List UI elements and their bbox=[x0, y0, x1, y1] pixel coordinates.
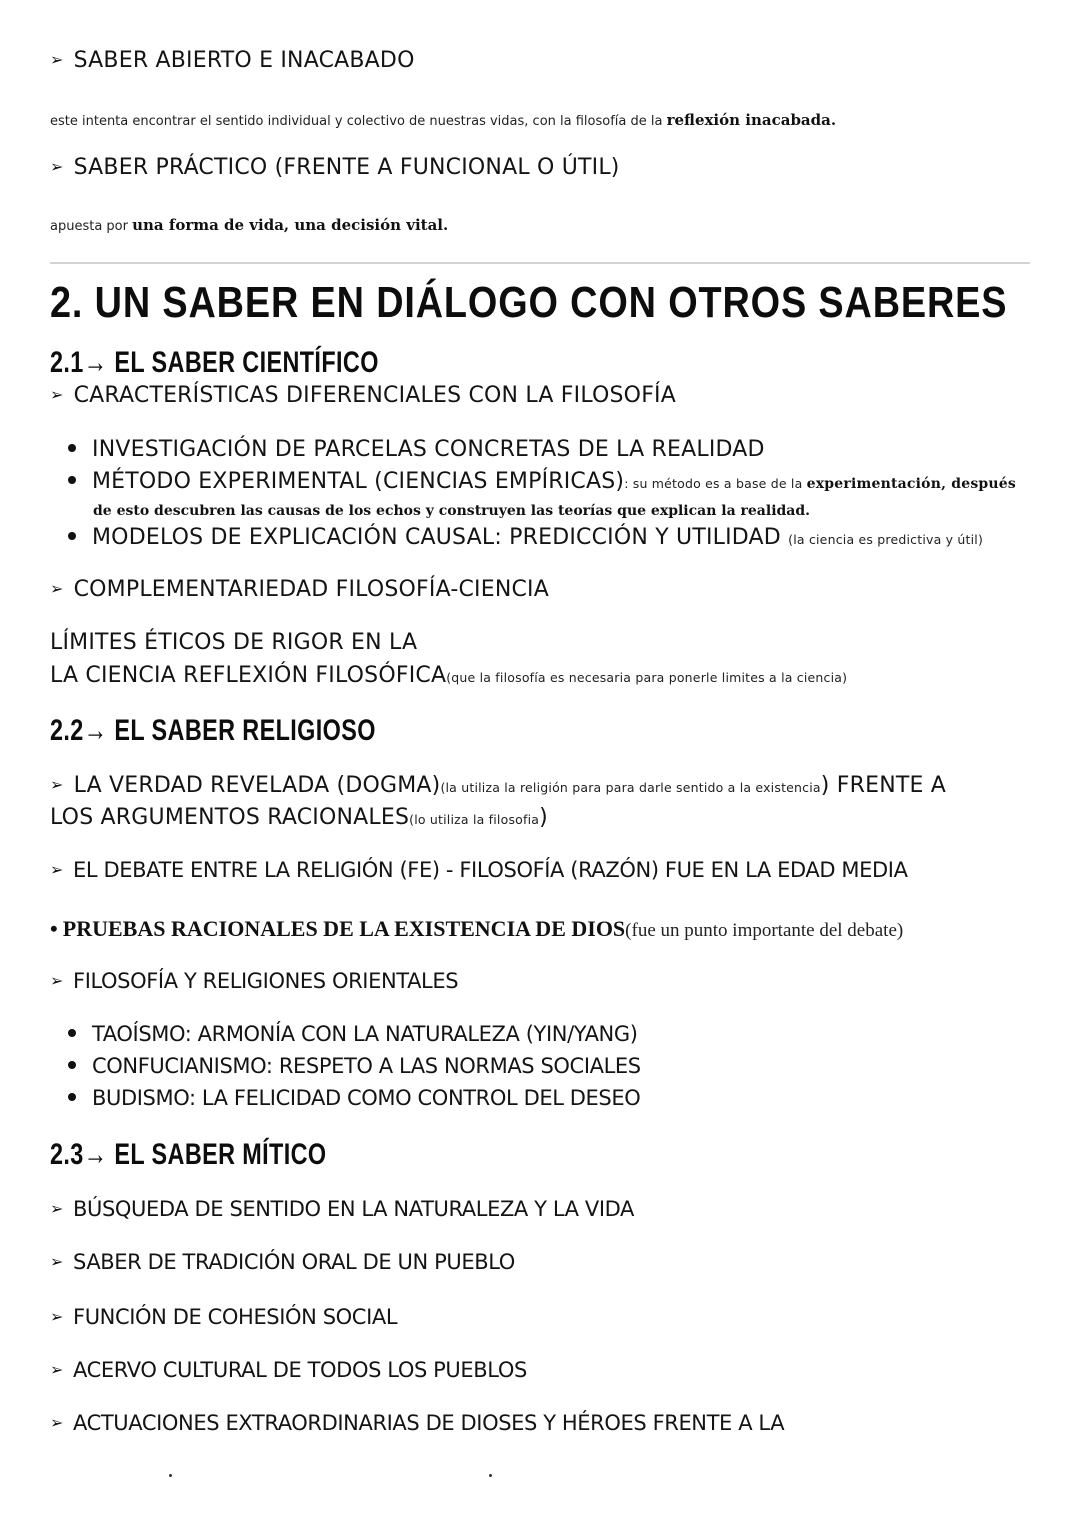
list-item-text: BUDISMO: LA FELICIDAD COMO CONTROL DEL DESEO bbox=[92, 1086, 641, 1110]
line-text: LOS ARGUMENTOS RACIONALES bbox=[50, 805, 410, 830]
list-item bbox=[50, 1305, 397, 1329]
complementarity-line-1: LÍMITES ÉTICOS DE RIGOR EN LA bbox=[50, 630, 418, 655]
list-item bbox=[50, 1197, 634, 1221]
heading-text: SABER PRÁCTICO (FRENTE A FUNCIONAL O ÚTIL) bbox=[73, 155, 620, 180]
arrow-bullet-icon: ➢ bbox=[50, 1307, 64, 1326]
heading-complementarity bbox=[50, 577, 549, 602]
proofs-note: (fue un punto importante del debate) bbox=[625, 920, 904, 941]
list-item bbox=[68, 1054, 641, 1078]
list-item-text: MÉTODO EXPERIMENTAL (CIENCIAS EMPÍRICAS) bbox=[92, 469, 625, 494]
section-title: 2. UN SABER EN DIÁLOGO CON OTROS SABERES bbox=[50, 278, 1008, 327]
heading-text: COMPLEMENTARIEDAD FILOSOFÍA-CIENCIA bbox=[73, 577, 549, 602]
proofs-line bbox=[50, 916, 903, 942]
revealed-truth-line-2 bbox=[50, 805, 548, 830]
list-item bbox=[68, 525, 983, 550]
arrow-bullet-icon: ➢ bbox=[50, 50, 64, 69]
list-item-note: : su método es a base de la bbox=[624, 476, 807, 491]
heading-text: CARACTERÍSTICAS DIFERENCIALES CON LA FILOSOFÍA bbox=[73, 383, 676, 408]
list-item-text: TAOÍSMO: ARMONÍA CON LA NATURALEZA (YIN/YANG) bbox=[92, 1022, 638, 1046]
heading-text: FILOSOFÍA Y RELIGIONES ORIENTALES bbox=[73, 969, 459, 993]
heading-characteristics bbox=[50, 383, 676, 408]
line-text: ) bbox=[539, 805, 548, 830]
bullet-dot-icon bbox=[68, 1029, 76, 1037]
arrow-bullet-icon: ➢ bbox=[50, 775, 64, 794]
list-item-text: BÚSQUEDA DE SENTIDO EN LA NATURALEZA Y LA VIDA bbox=[73, 1197, 635, 1221]
list-item bbox=[68, 469, 1016, 494]
list-item bbox=[50, 1411, 784, 1435]
list-item bbox=[50, 1358, 527, 1382]
list-item-text: ACERVO CULTURAL DE TODOS LOS PUEBLOS bbox=[73, 1358, 527, 1382]
list-item-note: (la ciencia es predictiva y útil) bbox=[788, 532, 984, 547]
heading-eastern bbox=[50, 969, 458, 993]
line-note: (la utiliza la religión para para darle sentido a la existencia bbox=[440, 780, 821, 795]
paragraph-text: este intenta encontrar el sentido individual y colectivo de nuestras vidas, con la filosofía de la bbox=[50, 114, 667, 129]
emphasis-text: una forma de vida, una decisión vital. bbox=[132, 216, 449, 234]
arrow-bullet-icon: ➢ bbox=[50, 1360, 64, 1379]
stray-dot bbox=[169, 1474, 172, 1477]
heading-debate bbox=[50, 858, 908, 882]
arrow-bullet-icon: ➢ bbox=[50, 1252, 64, 1271]
stray-dot bbox=[489, 1474, 492, 1477]
heading-text: SABER ABIERTO E INACABADO bbox=[73, 48, 415, 73]
line-note: (que la filosofía es necesaria para ponerle limites a la ciencia) bbox=[446, 670, 848, 685]
arrow-bullet-icon: ➢ bbox=[50, 157, 64, 176]
list-item-text: MODELOS DE EXPLICACIÓN CAUSAL: PREDICCIÓN Y UTILIDAD bbox=[92, 525, 781, 550]
list-item-text: ACTUACIONES EXTRAORDINARIAS DE DIOSES Y HÉROES FRENTE A LA bbox=[73, 1411, 785, 1435]
line-note: (lo utiliza la filosofia bbox=[409, 812, 540, 827]
list-item-text: INVESTIGACIÓN DE PARCELAS CONCRETAS DE LA REALIDAD bbox=[92, 437, 765, 462]
subsection-title-mythical: 2.3→ EL SABER MÍTICO bbox=[50, 1138, 327, 1171]
emphasis-text: reflexión inacabada. bbox=[666, 111, 837, 129]
bullet-dot-icon bbox=[68, 1093, 76, 1101]
paragraph-saber-abierto bbox=[50, 111, 836, 129]
bullet-icon: • bbox=[50, 916, 58, 941]
subsection-title-religious: 2.2→ EL SABER RELIGIOSO bbox=[50, 714, 376, 747]
emphasis-text: experimentación, después bbox=[806, 476, 1016, 492]
subsection-title-scientific: 2.1→ EL SABER CIENTÍFICO bbox=[50, 346, 379, 379]
bullet-dot-icon bbox=[68, 476, 76, 484]
list-item bbox=[68, 437, 765, 462]
list-item bbox=[68, 1022, 638, 1046]
bullet-dot-icon bbox=[68, 532, 76, 540]
bullet-dot-icon bbox=[68, 1061, 76, 1069]
list-item bbox=[50, 1250, 515, 1274]
revealed-truth-line-1 bbox=[50, 773, 946, 798]
heading-text: EL DEBATE ENTRE LA RELIGIÓN (FE) - FILOSOFÍA (RAZÓN) FUE EN LA EDAD MEDIA bbox=[73, 858, 908, 882]
section-divider bbox=[50, 262, 1030, 264]
arrow-bullet-icon: ➢ bbox=[50, 1413, 64, 1432]
heading-saber-practico bbox=[50, 155, 620, 180]
list-item-text: FUNCIÓN DE COHESIÓN SOCIAL bbox=[73, 1305, 398, 1329]
list-item-continuation: de esto descubren las causas de los echos y construyen las teorías que explican la realidad. bbox=[93, 503, 811, 519]
complementarity-line-2 bbox=[50, 663, 847, 688]
heading-saber-abierto bbox=[50, 48, 415, 73]
line-text: ) FRENTE A bbox=[820, 773, 947, 798]
proofs-text: PRUEBAS RACIONALES DE LA EXISTENCIA DE DIOS bbox=[62, 916, 626, 941]
line-text: LA VERDAD REVELADA (DOGMA) bbox=[73, 773, 441, 798]
arrow-bullet-icon: ➢ bbox=[50, 579, 64, 598]
line-text: LA CIENCIA REFLEXIÓN FILOSÓFICA bbox=[50, 663, 447, 688]
list-item bbox=[68, 1086, 640, 1110]
list-item-text: CONFUCIANISMO: RESPETO A LAS NORMAS SOCIALES bbox=[92, 1054, 641, 1078]
arrow-bullet-icon: ➢ bbox=[50, 385, 64, 404]
arrow-bullet-icon: ➢ bbox=[50, 1199, 64, 1218]
arrow-bullet-icon: ➢ bbox=[50, 860, 64, 879]
list-item-text: SABER DE TRADICIÓN ORAL DE UN PUEBLO bbox=[73, 1250, 515, 1274]
arrow-bullet-icon: ➢ bbox=[50, 971, 64, 990]
bullet-dot-icon bbox=[68, 444, 76, 452]
paragraph-text: apuesta por bbox=[50, 219, 133, 234]
paragraph-saber-practico bbox=[50, 216, 448, 234]
